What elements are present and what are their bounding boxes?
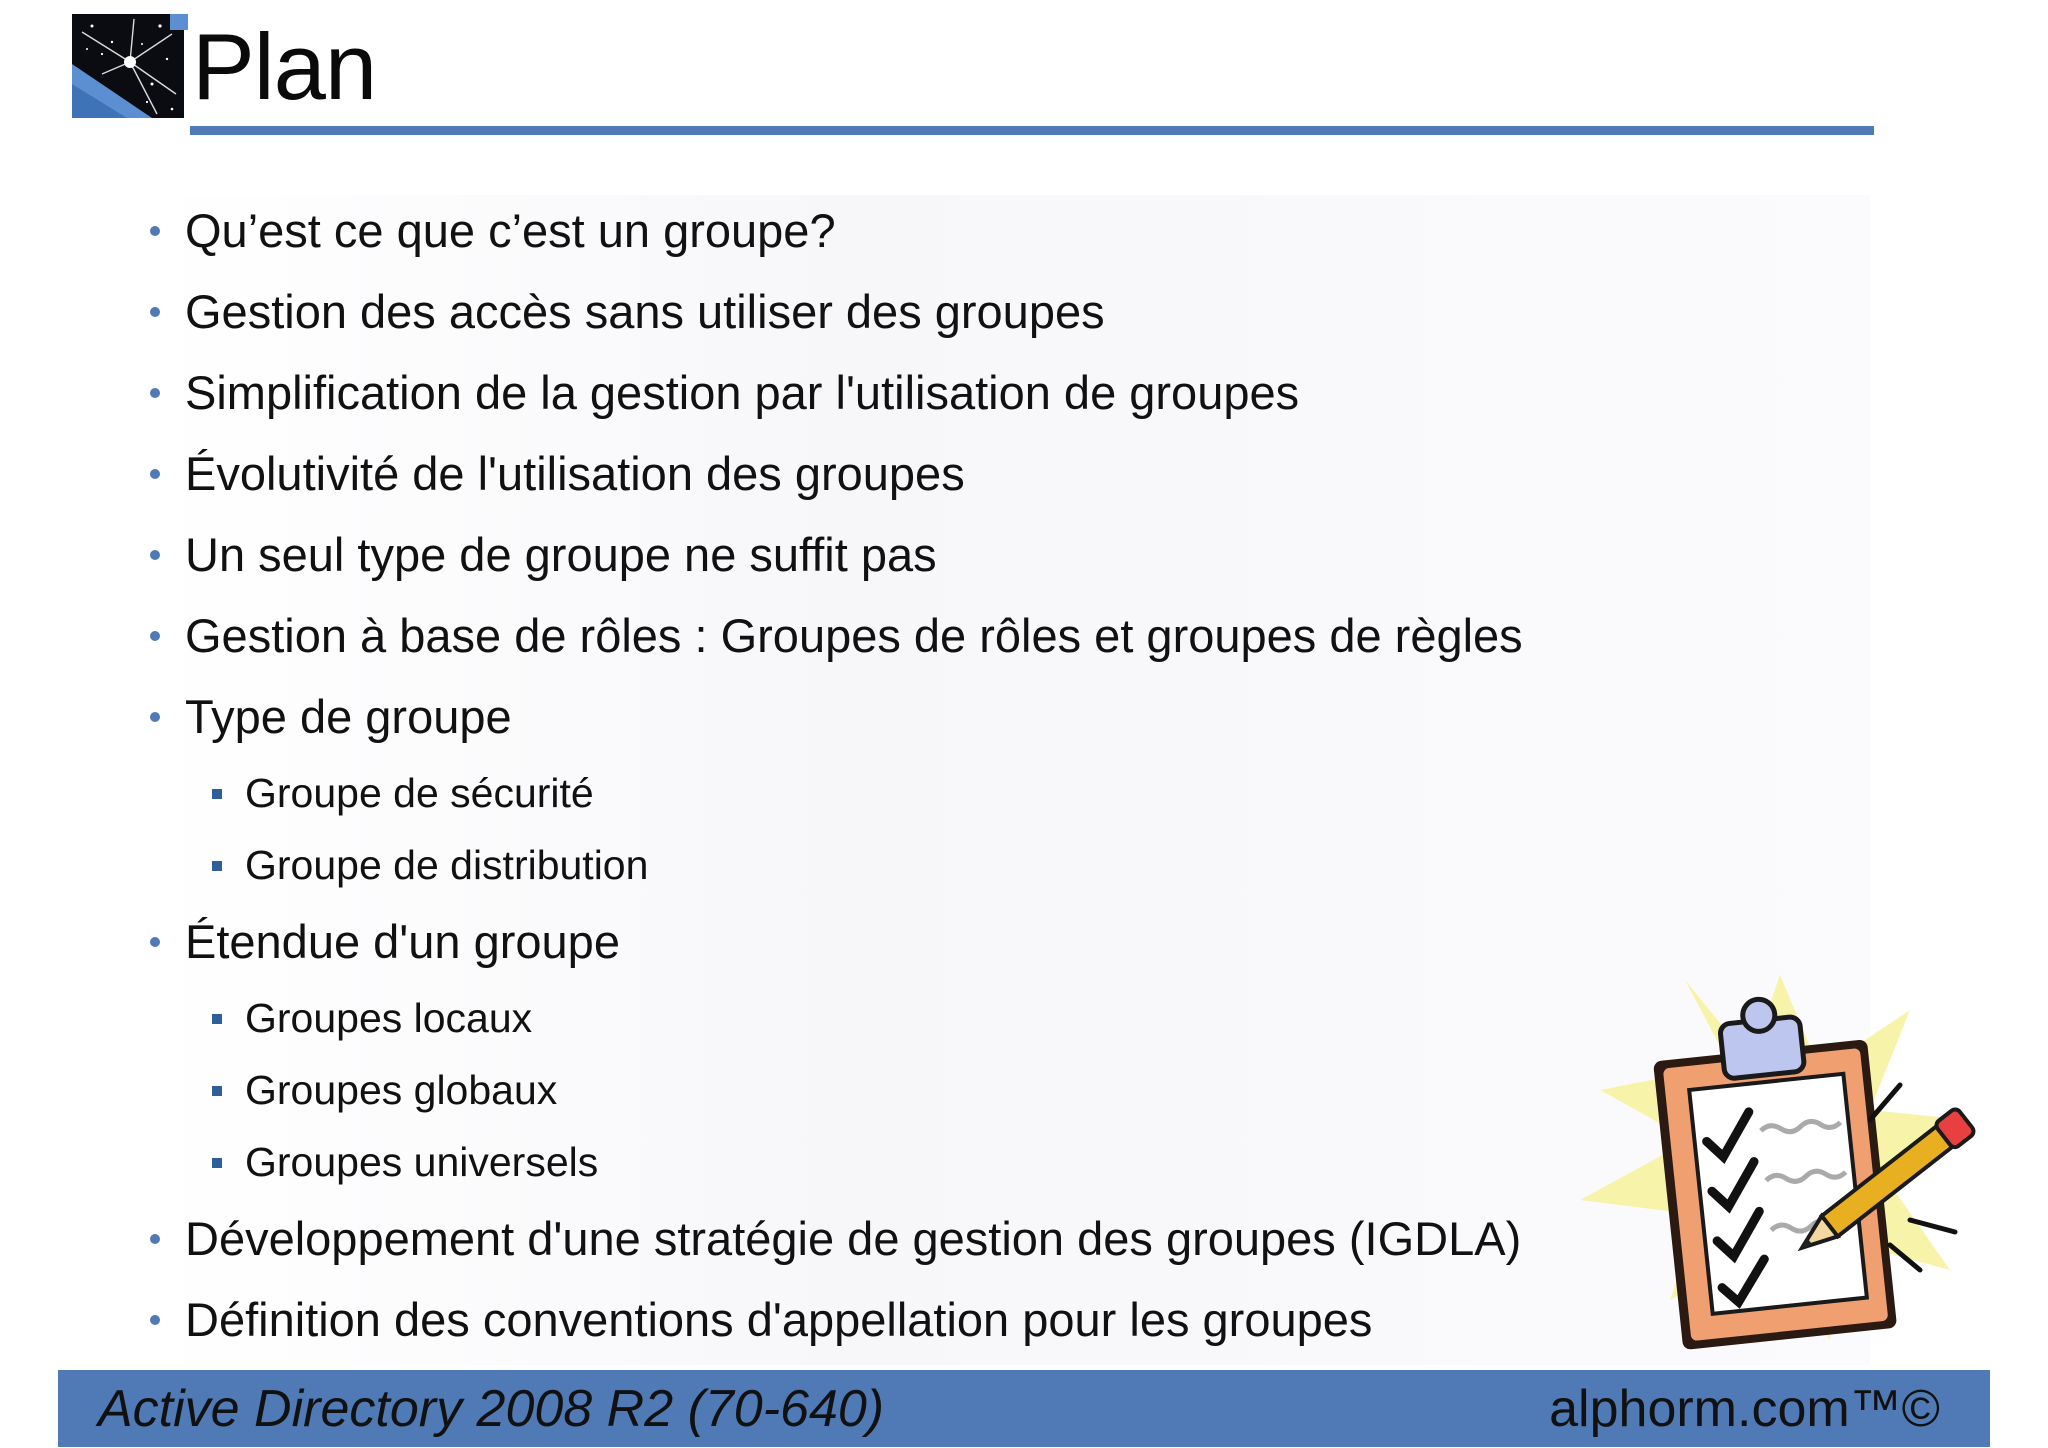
starfield-logo-icon xyxy=(72,14,188,120)
bullet-text: Définition des conventions d'appellation pour les groupes xyxy=(185,1293,1373,1346)
bullet-item xyxy=(145,901,1565,982)
sub-bullet-text: Groupe de sécurité xyxy=(245,770,594,816)
bullet-text: Gestion des accès sans utiliser des groupes xyxy=(185,285,1105,338)
square-bullet-icon xyxy=(212,1014,222,1024)
bullet-dot-icon xyxy=(150,307,160,317)
sub-bullet-item xyxy=(145,982,1565,1054)
footer-bar xyxy=(58,1370,1990,1447)
bullet-item xyxy=(145,1198,1565,1279)
bullet-dot-icon xyxy=(150,550,160,560)
bullet-dot-icon xyxy=(150,712,160,722)
brand-label: alphorm.com™© xyxy=(1549,1380,1940,1438)
bullet-dot-icon xyxy=(150,631,160,641)
bullet-item xyxy=(145,1279,1565,1360)
bullet-dot-icon xyxy=(150,1315,160,1325)
bullet-text: Évolutivité de l'utilisation des groupes xyxy=(185,447,965,500)
bullet-item xyxy=(145,676,1565,757)
bullet-item xyxy=(145,271,1565,352)
sub-bullet-item xyxy=(145,1126,1565,1198)
square-bullet-icon xyxy=(212,1158,222,1168)
clipboard-checklist-icon xyxy=(1570,970,1980,1360)
bullet-text: Type de groupe xyxy=(185,690,512,743)
bullet-item xyxy=(145,433,1565,514)
bullet-text: Étendue d'un groupe xyxy=(185,915,620,968)
square-bullet-icon xyxy=(212,861,222,871)
bullet-text: Gestion à base de rôles : Groupes de rôles et groupes de règles xyxy=(185,609,1523,662)
bullet-text: Développement d'une stratégie de gestion des groupes (IGDLA) xyxy=(185,1212,1522,1265)
bullet-list xyxy=(145,190,1565,1360)
sub-bullet-item xyxy=(145,829,1565,901)
slide-title: Plan xyxy=(192,14,377,119)
sub-bullet-item xyxy=(145,757,1565,829)
square-bullet-icon xyxy=(212,1086,222,1096)
sub-bullet-text: Groupes locaux xyxy=(245,995,533,1041)
bullet-item xyxy=(145,514,1565,595)
bullet-item xyxy=(145,190,1565,271)
bullet-text: Un seul type de groupe ne suffit pas xyxy=(185,528,937,581)
bullet-text: Simplification de la gestion par l'utilisation de groupes xyxy=(185,366,1300,419)
bullet-dot-icon xyxy=(150,937,160,947)
sub-bullet-item xyxy=(145,1054,1565,1126)
sub-bullet-text: Groupe de distribution xyxy=(245,842,649,888)
bullet-dot-icon xyxy=(150,388,160,398)
sub-bullet-text: Groupes universels xyxy=(245,1139,599,1185)
bullet-item xyxy=(145,595,1565,676)
square-bullet-icon xyxy=(212,789,222,799)
bullet-item xyxy=(145,352,1565,433)
title-underline xyxy=(190,126,1874,135)
bullet-dot-icon xyxy=(150,226,160,236)
course-title: Active Directory 2008 R2 (70-640) xyxy=(98,1380,885,1438)
bullet-text: Qu’est ce que c’est un groupe? xyxy=(185,204,836,257)
bullet-dot-icon xyxy=(150,1234,160,1244)
sub-bullet-text: Groupes globaux xyxy=(245,1067,558,1113)
bullet-dot-icon xyxy=(150,469,160,479)
